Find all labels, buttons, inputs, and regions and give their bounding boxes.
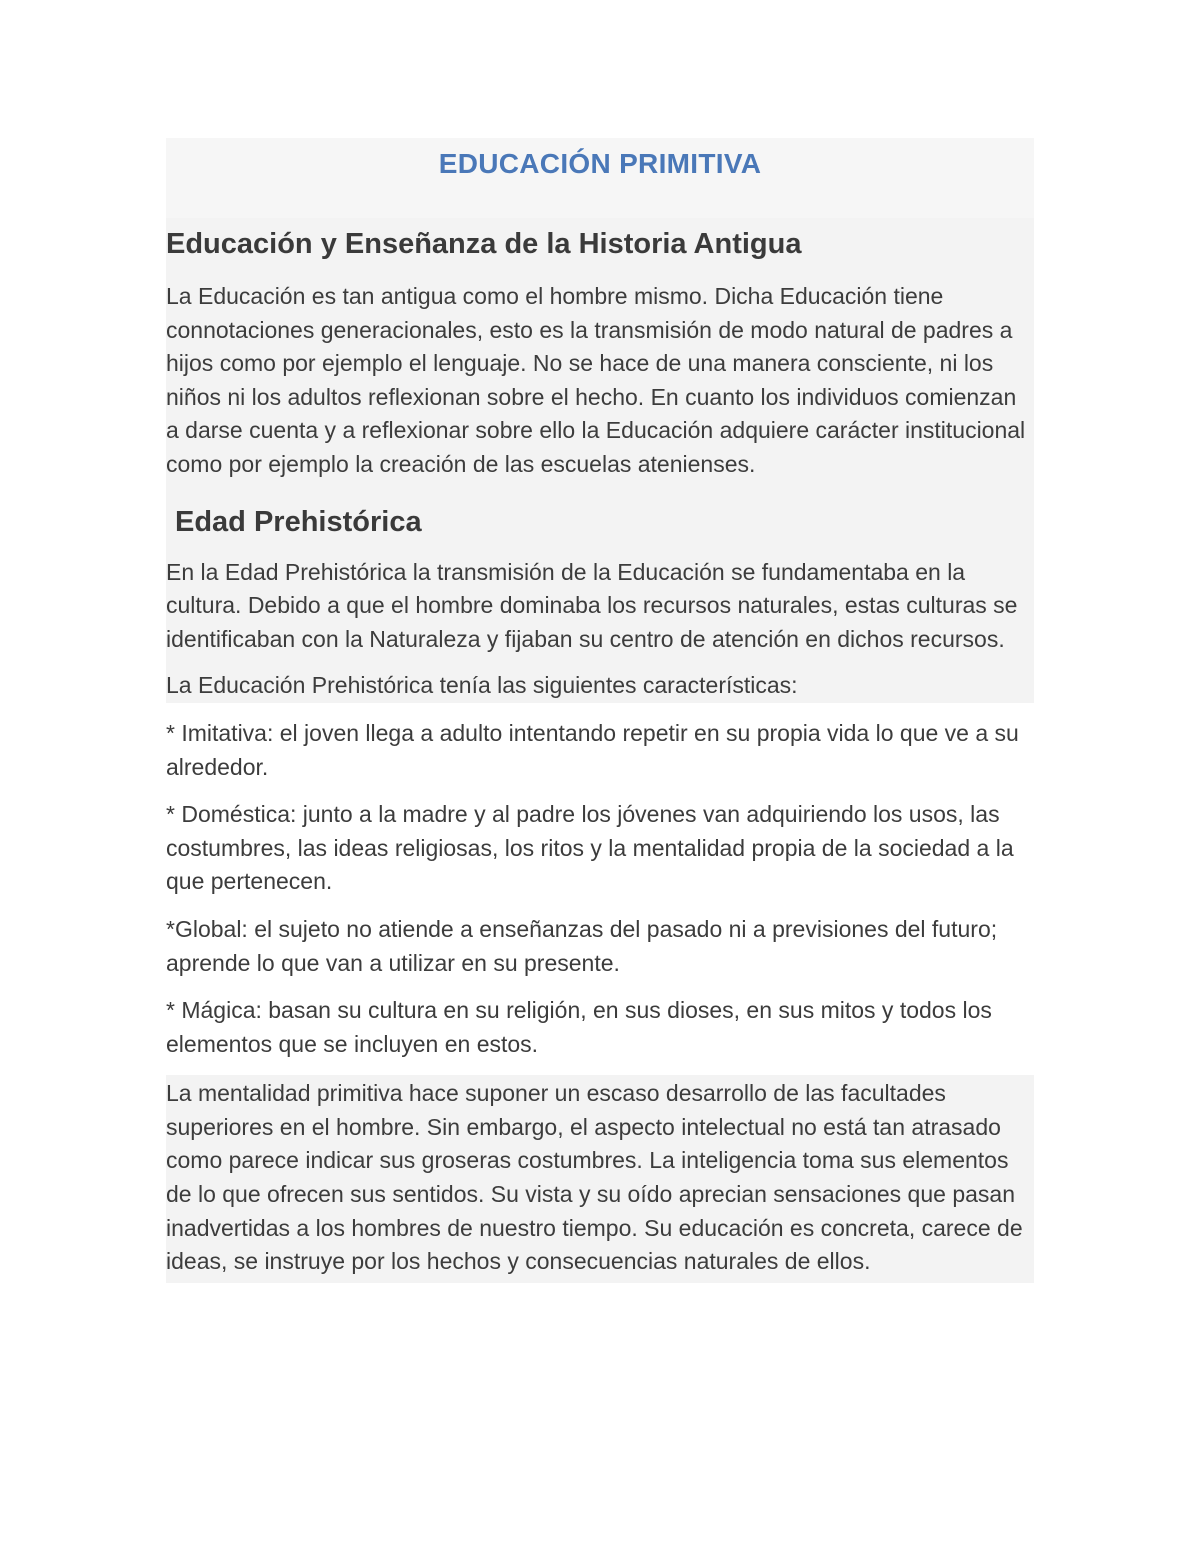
document-page — [166, 138, 1034, 1283]
list-item-global: *Global: el sujeto no atiende a enseñanzas del pasado ni a previsiones del futuro; aprende lo que van a utilizar en su presente. — [166, 915, 998, 976]
characteristics-list — [166, 703, 1034, 1061]
closing-block — [166, 1075, 1034, 1283]
paragraph-closing: La mentalidad primitiva hace suponer un escaso desarrollo de las facultades superiores en el hombre. Sin embargo, el aspecto intelectual no está tan atrasado como parece indicar sus groseras costumbres. La inteligencia toma sus elementos de lo que ofrecen sus sentidos. Su vista y su oído aprecian sensaciones que pasan inadvertidas a los hombres de nuestro tiempo. Su educación es concreta, carece de ideas, se instruye por los hechos y consecuencias naturales de ellos. — [166, 1080, 1023, 1275]
section-heading-edad-prehistorica: Edad Prehistórica — [175, 505, 422, 538]
list-item-domestica: * Doméstica: junto a la madre y al padre los jóvenes van adquiriendo los usos, las costumbres, las ideas religiosas, los ritos y la mentalidad propia de la sociedad a la que pertenecen. — [166, 801, 1014, 895]
paragraph-prehistoria: En la Edad Prehistórica la transmisión de la Educación se fundamentaba en la cultura. Debido a que el hombre dominaba los recursos naturales, estas culturas se identificaban con la Naturaleza y fijaban su centro de atención en dichos recursos. — [166, 558, 1018, 652]
document-title: EDUCACIÓN PRIMITIVA — [438, 148, 762, 179]
section-history-antigua — [166, 218, 1034, 492]
title-block — [166, 138, 1034, 218]
paragraph-characteristics-intro: La Educación Prehistórica tenía las siguientes características: — [166, 672, 798, 699]
list-item-imitativa: * Imitativa: el joven llega a adulto intentando repetir en su propia vida lo que ve a su alrededor. — [166, 719, 1019, 780]
section-edad-prehistorica — [166, 492, 1034, 703]
paragraph-intro: La Educación es tan antigua como el hombre mismo. Dicha Educación tiene connotaciones generacionales, esto es la transmisión de modo natural de padres a hijos como por ejemplo el lenguaje. No se hace de una manera consciente, ni los niños ni los adultos reflexionan sobre el hecho. En cuanto los individuos comienzan a darse cuenta y a reflexionar sobre ello la Educación adquiere carácter institucional como por ejemplo la creación de las escuelas atenienses. — [166, 283, 1026, 477]
list-item-magica: * Mágica: basan su cultura en su religión, en sus dioses, en sus mitos y todos los elementos que se incluyen en estos. — [166, 997, 992, 1057]
section-heading-historia-antigua: Educación y Enseñanza de la Historia Antigua — [166, 228, 802, 260]
